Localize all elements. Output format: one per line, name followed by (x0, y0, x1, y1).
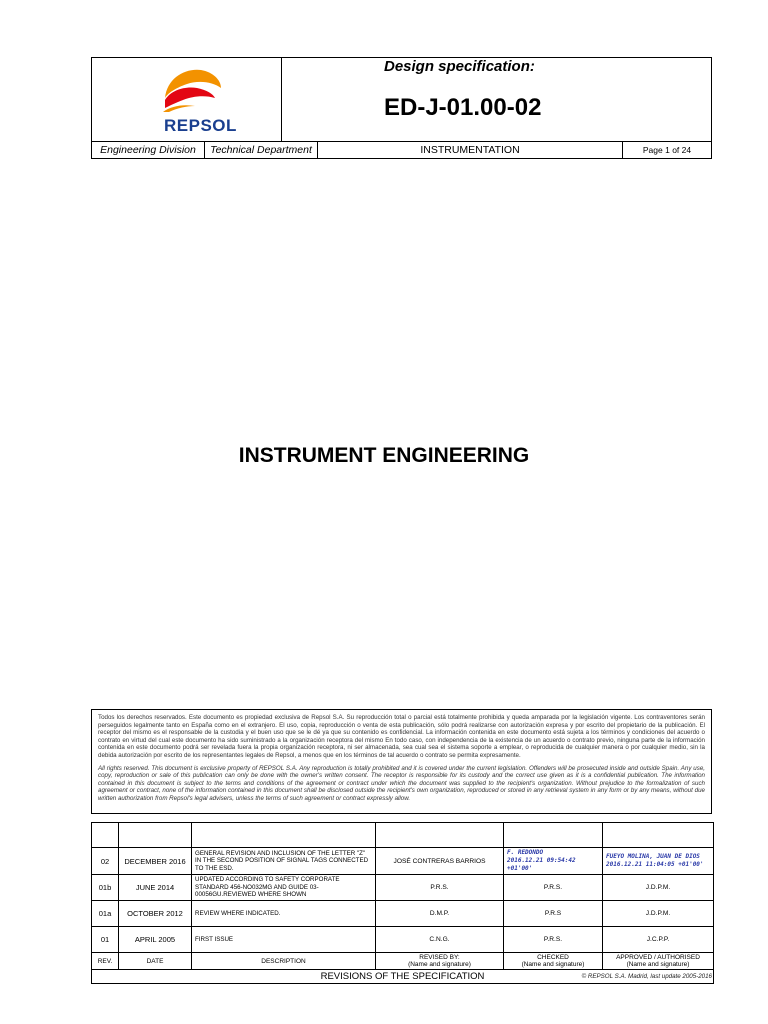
revisions-table (91, 822, 714, 984)
rev-number: 01a (92, 901, 119, 927)
rev-checked: P.R.S. (504, 875, 603, 901)
division: Engineering Division (92, 142, 205, 159)
rev-description: UPDATED ACCORDING TO SAFETY CORPORATE STANDARD 456-NO032MG AND GUIDE 03-00056GU.REVIEWED WHERE SHOWN (192, 875, 376, 901)
rev-approved: J.C.P.P. (603, 927, 714, 953)
document-header (91, 57, 712, 159)
rev-date: DECEMBER 2016 (119, 848, 192, 875)
rev-number: 01 (92, 927, 119, 953)
discipline: INSTRUMENTATION (318, 142, 623, 159)
department: Technical Department (205, 142, 318, 159)
col-header-date: DATE (119, 953, 192, 970)
copyright-notice: © REPSOL S.A. Madrid, last update 2005-2016 (581, 973, 712, 980)
rev-revised-by: D.M.P. (376, 901, 504, 927)
rev-approved (603, 848, 714, 875)
spec-label: Design specification: (384, 58, 535, 75)
legal-notice-english: All rights reserved. This document is exclusive property of REPSOL S.A. Any reproduction is totally prohibited and it is covered under the current legislation. Offenders will be prosecuted inside and outside Spain. Any use, copy, reproduction or sale of this publication can only be done with the owner's written consent. The receptor is responsible for its custody and the correct use given as it is a confidential publication. The information contained in this document is subject to the terms and conditions of the agreement or contract under which the document was supplied to the recipient's organization. Without prejudice to the formalization of such agreement or contract, none of the information contained in this document shall be disclosed outside the recipient's own organization, reproduced or stored in any retrieval system in any form or by any means, without due written authorization from Repsol's legal advisers, unless the terms of such agreement or contract expressly allow. (98, 764, 705, 802)
digital-signature-approved: FUEYO MOLINA, JUAN DE DIOS 2016.12.21 11:04:05 +01'00' (606, 853, 704, 868)
rev-checked (504, 848, 603, 875)
page-number: Page 1 of 24 (642, 145, 692, 155)
table-row (92, 927, 714, 953)
table-caption: REVISIONS OF THE SPECIFICATION (92, 970, 714, 984)
table-row (92, 901, 714, 927)
rev-number: 02 (92, 848, 119, 875)
col-header-approved: APPROVED / AUTHORISED (Name and signature) (603, 953, 714, 970)
table-header-row (92, 953, 714, 970)
logo-wordmark: REPSOL (164, 116, 237, 135)
table-row-blank (92, 823, 714, 848)
rev-revised-by: C.N.G. (376, 927, 504, 953)
header-info-row (92, 141, 711, 159)
table-row (92, 875, 714, 901)
col-header-rev: REV. (92, 953, 119, 970)
rev-approved: J.D.P.M. (603, 901, 714, 927)
rev-date: JUNE 2014 (119, 875, 192, 901)
document-code: ED-J-01.00-02 (384, 94, 542, 121)
col-header-revised: REVISED BY: (Name and signature) (376, 953, 504, 970)
digital-signature-checked: F. REDONDO 2016.12.21 09:54:42 +01'00' (507, 849, 576, 872)
col-header-checked: CHECKED (Name and signature) (504, 953, 603, 970)
col-header-description: DESCRIPTION (192, 953, 376, 970)
rev-revised-by: P.R.S. (376, 875, 504, 901)
rev-date: OCTOBER 2012 (119, 901, 192, 927)
document-title: INSTRUMENT ENGINEERING (238, 444, 530, 467)
rev-approved: J.D.P.M. (603, 875, 714, 901)
rev-checked: P.R.S. (504, 927, 603, 953)
legal-notice (91, 709, 712, 814)
rev-description: GENERAL REVISION AND INCLUSION OF THE LETTER "Z" IN THE SECOND POSITION OF SIGNAL TAGS CONNECTED TO THE ESD. (192, 848, 376, 875)
legal-notice-spanish: Todos los derechos reservados. Este documento es propiedad exclusiva de Repsol S.A. Su reproducción total o parcial está totalmente prohibida y queda amparada por la legislación vigente. Los contraventores serán perseguidos legalmente tanto en España como en el extranjero. El uso, copia, reproducción o venta de esta publicación, sólo podrá realizarse con autorización expresa y por escrito del propietario de la publicación. El receptor del mismo es el responsable de la custodia y el buen uso que se le dé ya que su contenido es confidencial. La información contenida en este documento está sujeta a los términos y condiciones del acuerdo o contrato en virtud del cual este documento ha sido suministrado a la organización receptora del mismo En todo caso, con independencia de la existencia de un acuerdo o contrato previo, ninguna parte de la información contenida en este documento podrá ser revelada fuera la propia organización receptora, ni ser almacenada, sea cual sea el sistema soporte a emplear, o reproducida de cualquier manera o por cualquier medio, sin la debida autorización por escrito de los representantes legales de Repsol, a menos que en los términos de tal acuerdo o contrato se permita expresamente. (98, 714, 705, 759)
rev-description: REVIEW WHERE INDICATED. (192, 901, 376, 927)
rev-checked: P.R.S (504, 901, 603, 927)
logo-cell (92, 58, 282, 141)
table-row (92, 848, 714, 875)
rev-description: FIRST ISSUE (192, 927, 376, 953)
rev-revised-by: JOSÉ CONTRERAS BARRIOS (376, 848, 504, 875)
repsol-logo-icon (157, 64, 227, 116)
rev-date: APRIL 2005 (119, 927, 192, 953)
rev-number: 01b (92, 875, 119, 901)
